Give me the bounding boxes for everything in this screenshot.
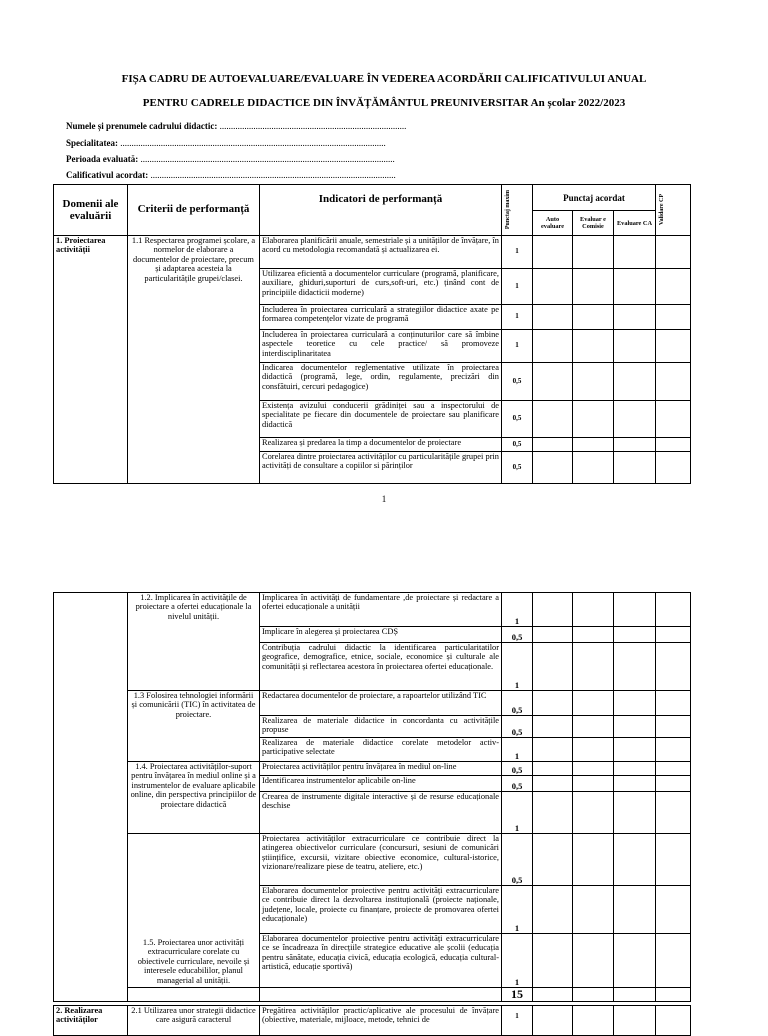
max-points-cell: 1 [502, 236, 533, 269]
auto-evaluation-input[interactable] [533, 934, 573, 988]
max-points-cell: 1 [502, 305, 533, 330]
table-row [54, 834, 691, 886]
ca-evaluation-input[interactable] [614, 236, 656, 269]
header-punctaj-maxim: Punctaj maxim [502, 185, 533, 236]
indicator-cell: Elaborarea documentelor proiective pentru activități extracurriculare ce se încadreaza în direcțiile strategice educative ale școlii (educația pentru sănătate, educația civică, educația ecologică, educația cultural-artistică, educație sportivă) [260, 934, 502, 988]
indicator-cell: Includerea în proiectarea curriculară a strategiilor didactice axate pe formarea competențelor vizate de programă [260, 305, 502, 330]
table-row [54, 691, 691, 716]
commission-evaluation-input[interactable] [573, 716, 614, 738]
cp-validation-input[interactable] [656, 401, 691, 438]
auto-evaluation-input[interactable] [533, 886, 573, 934]
ca-evaluation-input[interactable] [614, 738, 656, 762]
auto-evaluation-input[interactable] [533, 627, 573, 643]
commission-evaluation-input[interactable] [573, 363, 614, 401]
auto-evaluation-input[interactable] [533, 776, 573, 792]
header-indicatori: Indicatori de performanță [260, 185, 502, 236]
commission-evaluation-input[interactable] [573, 593, 614, 627]
header-punctaj-acordat: Punctaj acordat [533, 185, 656, 211]
max-points-cell: 1 [502, 593, 533, 627]
commission-evaluation-input[interactable] [573, 269, 614, 305]
document-title-line2: PENTRU CADRELE DIDACTICE DIN ÎNVĂȚĂMÂNTUL PREUNIVERSITAR An școlar 2022/2023 [142, 97, 626, 109]
max-points-cell: 0,5 [502, 762, 533, 776]
ca-evaluation-input[interactable] [614, 305, 656, 330]
domain-cell-continued [54, 593, 128, 1002]
cp-validation-input[interactable] [656, 934, 691, 988]
commission-evaluation-input[interactable] [573, 934, 614, 988]
criterion-cell: 1.5. Proiectarea unor activități extracurriculare corelate cu obiectivele curriculare, nevoile și interesele educabililor, planul managerial al unității. [128, 834, 260, 988]
ca-evaluation-input[interactable] [614, 643, 656, 691]
cp-validation-input[interactable] [656, 738, 691, 762]
max-points-cell: 0,5 [502, 627, 533, 643]
header-criterii: Criterii de performanță [128, 185, 260, 236]
commission-evaluation-input[interactable] [573, 691, 614, 716]
max-points-cell: 0,5 [502, 452, 533, 484]
auto-evaluation-input[interactable] [533, 401, 573, 438]
evaluation-table-page2-domain2 [53, 1005, 691, 1036]
auto-evaluation-input[interactable] [533, 236, 573, 269]
ca-evaluation-input[interactable] [614, 792, 656, 834]
cp-validation-input[interactable] [656, 886, 691, 934]
commission-evaluation-input[interactable] [573, 236, 614, 269]
ca-evaluation-input[interactable] [614, 363, 656, 401]
max-points-cell: 0,5 [502, 834, 533, 886]
cp-validation-input[interactable] [656, 330, 691, 363]
indicator-cell: Implicare în alegerea și proiectarea CDȘ [260, 627, 502, 643]
header-validare-cp: Validare CP [656, 185, 691, 236]
cp-validation-input[interactable] [656, 236, 691, 269]
ca-evaluation-input[interactable] [614, 886, 656, 934]
indicator-cell: Indicarea documentelor reglementative utilizate în proiectarea didactică (programă, lege, ordin, regulamente, precizări din consfătuiri, cercuri pedagogice) [260, 363, 502, 401]
field-evaluated-period: Perioada evaluată: ................................................................................................................. [66, 154, 395, 164]
table-row [54, 762, 691, 776]
page-number: 1 [381, 494, 387, 504]
max-points-cell: 1 [502, 738, 533, 762]
cp-validation-input[interactable] [656, 691, 691, 716]
commission-evaluation-input[interactable] [573, 776, 614, 792]
max-points-cell: 1 [502, 330, 533, 363]
max-points-cell: 0,5 [502, 776, 533, 792]
commission-evaluation-input[interactable] [573, 738, 614, 762]
cp-validation-input[interactable] [656, 716, 691, 738]
indicator-cell: Redactarea documentelor de proiectare, a rapoartelor utilizând TIC [260, 691, 502, 716]
commission-evaluation-input[interactable] [573, 762, 614, 776]
criterion-cell: 1.3 Folosirea tehnologiei informării și comunicării (TIC) în activitatea de proiectare. [128, 691, 260, 762]
domain-cell: 2. Realizarea activităților [54, 1006, 128, 1036]
indicator-cell: Elaborarea planificării anuale, semestriale și a unităților de învățare, în acord cu metodologia recomandată și actualizarea ei. [260, 236, 502, 269]
indicator-cell: Utilizarea eficientă a documentelor curriculare (programă, planificare, auxiliare, ghiduri,suporturi de curs,soft-uri, etc.) ținând cont de principiile didacticii moderne) [260, 269, 502, 305]
auto-evaluation-total[interactable] [533, 988, 573, 1002]
auto-evaluation-input[interactable] [533, 834, 573, 886]
header-evaluare-ca: Evaluare CA [614, 211, 656, 236]
commission-evaluation-input[interactable] [573, 305, 614, 330]
auto-evaluation-input[interactable] [533, 792, 573, 834]
field-teacher-name: Numele și prenumele cadrului didactic: ................................................................................... [66, 121, 407, 131]
table-row [54, 236, 691, 269]
criterion-cell: 2.1 Utilizarea unor strategii didactice care asigură caracterul [128, 1006, 260, 1036]
header-auto-evaluare: Auto evaluare [533, 211, 573, 236]
auto-evaluation-input[interactable] [533, 762, 573, 776]
indicator-cell: Crearea de instrumente digitale interactive și de resurse educaționale deschise [260, 792, 502, 834]
auto-evaluation-input[interactable] [533, 305, 573, 330]
max-points-cell: 1 [502, 643, 533, 691]
auto-evaluation-input[interactable] [533, 438, 573, 452]
indicator-cell: Identificarea instrumentelor aplicabile on-line [260, 776, 502, 792]
cp-validation-input[interactable] [656, 305, 691, 330]
max-points-cell: 0,5 [502, 401, 533, 438]
commission-evaluation-input[interactable] [573, 834, 614, 886]
ca-evaluation-input[interactable] [614, 593, 656, 627]
document-title-line1: FIȘA CADRU DE AUTOEVALUARE/EVALUARE ÎN VEDEREA ACORDĂRII CALIFICATIVULUI ANUAL [121, 73, 647, 85]
ca-evaluation-input[interactable] [614, 269, 656, 305]
max-points-cell: 0,5 [502, 716, 533, 738]
cp-validation-input[interactable] [656, 792, 691, 834]
empty-cell [128, 988, 260, 1002]
ca-evaluation-input[interactable] [614, 627, 656, 643]
cp-validation-input[interactable] [656, 438, 691, 452]
commission-evaluation-input[interactable] [573, 643, 614, 691]
auto-evaluation-input[interactable] [533, 269, 573, 305]
indicator-cell: Proiectarea activităților extracurriculare ce contribuie direct la atingerea obiectivelor curriculare (concursuri, sesiuni de comunicări științifice, excursii, vizitare obiective economice, cultural-istorice, vizionare/realizare piese de teatru, ateliere, etc.) [260, 834, 502, 886]
commission-evaluation-input[interactable] [573, 452, 614, 484]
page-break [0, 530, 768, 592]
cp-validation-total[interactable] [656, 988, 691, 1002]
ca-evaluation-total[interactable] [614, 988, 656, 1002]
ca-evaluation-input[interactable] [614, 1006, 656, 1036]
ca-evaluation-input[interactable] [614, 834, 656, 886]
evaluation-table-page2 [53, 592, 691, 1002]
auto-evaluation-input[interactable] [533, 1006, 573, 1036]
indicator-cell: Realizarea și predarea la timp a documentelor de proiectare [260, 438, 502, 452]
ca-evaluation-input[interactable] [614, 438, 656, 452]
commission-evaluation-input[interactable] [573, 627, 614, 643]
max-points-cell: 0,5 [502, 691, 533, 716]
commission-evaluation-input[interactable] [573, 401, 614, 438]
cp-validation-input[interactable] [656, 762, 691, 776]
ca-evaluation-input[interactable] [614, 776, 656, 792]
ca-evaluation-input[interactable] [614, 401, 656, 438]
commission-evaluation-input[interactable] [573, 438, 614, 452]
ca-evaluation-input[interactable] [614, 762, 656, 776]
cp-validation-input[interactable] [656, 627, 691, 643]
criterion-cell: 1.2. Implicarea în activitățile de proiectare a ofertei educaționale la nivelul unității. [128, 593, 260, 691]
max-points-cell: 0,5 [502, 363, 533, 401]
auto-evaluation-input[interactable] [533, 716, 573, 738]
indicator-cell: Realizarea de materiale didactice in concordanta cu activitățile propuse [260, 716, 502, 738]
ca-evaluation-input[interactable] [614, 691, 656, 716]
max-points-cell: 1 [502, 269, 533, 305]
max-points-cell: 1 [502, 792, 533, 834]
commission-evaluation-input[interactable] [573, 1006, 614, 1036]
auto-evaluation-input[interactable] [533, 738, 573, 762]
indicator-cell: Implicarea în activități de fundamentare ,de proiectare și redactare a ofertei educaționale a unității [260, 593, 502, 627]
cp-validation-input[interactable] [656, 643, 691, 691]
indicator-cell: Elaborarea documentelor proiective pentru activități extracurriculare ce contribuie direct la dezvoltarea instituțională (proiecte naționale, județene, locale, proiecte cu finanțare, proiecte de promovarea ofertei educaționale) [260, 886, 502, 934]
field-granted-qualification: Calificativul acordat: ............................................................................................................. [66, 170, 396, 180]
commission-evaluation-input[interactable] [573, 792, 614, 834]
ca-evaluation-input[interactable] [614, 452, 656, 484]
indicator-cell: Contribuția cadrului didactic la identificarea particularitatilor geografice, demografice, etnice, sociale, economice și culturale ale comunității și reflectarea acestora în proiectarea ofertei educaționale. [260, 643, 502, 691]
indicator-cell: Includerea în proiectarea curriculară a conținuturilor care să îmbine aspectele teoretice cu cele practice/ să promoveze interdisciplinaritatea [260, 330, 502, 363]
max-points-cell: 1 [502, 1006, 533, 1036]
auto-evaluation-input[interactable] [533, 363, 573, 401]
auto-evaluation-input[interactable] [533, 452, 573, 484]
indicator-cell: Pregătirea activităților practic/aplicative ale procesului de învățare (obiective, materiale, mijloace, metode, tehnici de [260, 1006, 502, 1036]
cp-validation-input[interactable] [656, 363, 691, 401]
auto-evaluation-input[interactable] [533, 691, 573, 716]
criterion-cell: 1.4. Proiectarea activităților-suport pentru învățarea în mediul online și a instrumentelor de evaluare aplicabile online, din perspectiva principiilor de proiectare didactică [128, 762, 260, 834]
domain-cell: 1. Proiectarea activității [54, 236, 128, 484]
criterion-cell: 1.1 Respectarea programei școlare, a normelor de elaborare a documentelor de proiectare, precum și adaptarea acesteia la particularitățile grupei/clasei. [128, 236, 260, 484]
cp-validation-input[interactable] [656, 593, 691, 627]
commission-evaluation-input[interactable] [573, 330, 614, 363]
field-specialty: Specialitatea: ...................................................................................................................... [66, 138, 386, 148]
auto-evaluation-input[interactable] [533, 643, 573, 691]
evaluation-table-page1 [53, 184, 691, 484]
header-domenii: Domenii ale evaluării [54, 185, 128, 236]
indicator-cell: Realizarea de materiale didactice corelate metodelor activ-participative selectate [260, 738, 502, 762]
commission-evaluation-input[interactable] [573, 886, 614, 934]
empty-cell [260, 988, 502, 1002]
cp-validation-input[interactable] [656, 269, 691, 305]
ca-evaluation-input[interactable] [614, 716, 656, 738]
max-points-cell: 1 [502, 886, 533, 934]
auto-evaluation-input[interactable] [533, 330, 573, 363]
max-points-cell: 0,5 [502, 438, 533, 452]
max-points-cell: 1 [502, 934, 533, 988]
indicator-cell: Corelarea dintre proiectarea activităților cu particularitățile grupei prin activități de consultare a copiilor si părinților [260, 452, 502, 484]
ca-evaluation-input[interactable] [614, 330, 656, 363]
auto-evaluation-input[interactable] [533, 593, 573, 627]
table-row [54, 593, 691, 627]
table-row [54, 1006, 691, 1036]
total-points-cell: 15 [502, 988, 533, 1002]
cp-validation-input[interactable] [656, 834, 691, 886]
indicator-cell: Proiectarea activităților pentru învățarea în mediul on-line [260, 762, 502, 776]
ca-evaluation-input[interactable] [614, 934, 656, 988]
cp-validation-input[interactable] [656, 452, 691, 484]
cp-validation-input[interactable] [656, 1006, 691, 1036]
cp-validation-input[interactable] [656, 776, 691, 792]
indicator-cell: Existența avizului conducerii grădiniței sau a inspectorului de specialitate pe fiecare din documentele de proiectare sau planificare didactică [260, 401, 502, 438]
header-evaluare-comisie: Evaluar e Comisie [573, 211, 614, 236]
commission-evaluation-total[interactable] [573, 988, 614, 1002]
table-row-total [54, 988, 691, 1002]
